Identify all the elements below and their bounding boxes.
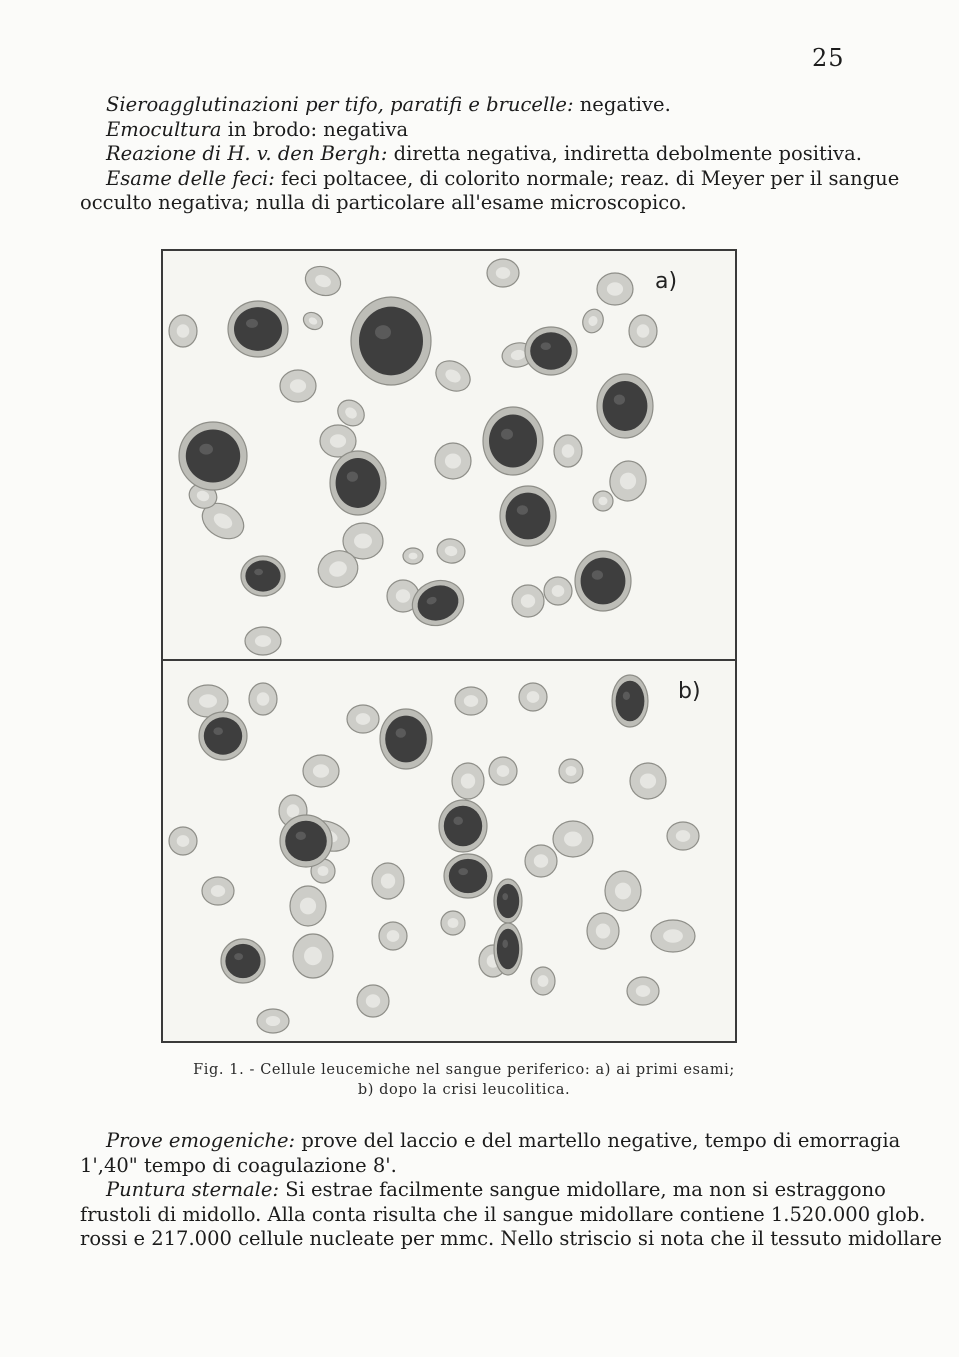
text-line (106, 166, 900, 192)
line-lead: Sieroagglutinazioni per tifo, paratifi e brucelle: (106, 93, 574, 116)
line-lead: Reazione di H. v. den Bergh: (106, 142, 388, 165)
page-number: 25 (812, 44, 845, 72)
white-blood-cell (228, 301, 288, 357)
figure-panel-a (163, 251, 735, 661)
red-blood-cell (587, 913, 619, 949)
red-blood-cell (290, 886, 326, 926)
white-blood-cell (494, 879, 522, 923)
red-blood-cell (605, 871, 641, 911)
red-blood-cell (435, 537, 467, 565)
red-blood-cell (169, 827, 197, 855)
red-blood-cell (667, 822, 699, 850)
red-blood-cell (519, 683, 547, 711)
red-blood-cell (372, 863, 404, 899)
red-blood-cell (257, 1009, 289, 1033)
white-blood-cell (406, 573, 470, 632)
line-lead: Esame delle feci: (106, 166, 275, 190)
line-lead: Emocultura (106, 117, 222, 141)
panel-a-label: a) (655, 269, 678, 294)
red-blood-cell (452, 763, 484, 799)
panel-a-illustration (163, 251, 735, 659)
top-text-block (80, 93, 900, 216)
red-blood-cell (300, 309, 325, 333)
red-blood-cell (554, 435, 582, 467)
red-blood-cell (607, 458, 649, 504)
line-text: diretta negativa, indiretta debolmente positiva. (387, 142, 862, 165)
red-blood-cell (293, 934, 333, 978)
red-blood-cell (544, 577, 572, 605)
red-blood-cell (630, 763, 666, 799)
red-blood-cell (357, 985, 389, 1017)
red-blood-cell (303, 755, 339, 787)
white-blood-cell (280, 815, 332, 867)
white-blood-cell (494, 923, 522, 975)
line-text: prove del laccio e del martello negative, tempo di emorragia (295, 1129, 901, 1152)
text-line: occulto negativa; nulla di particolare all'esame microscopico. (80, 191, 687, 214)
red-blood-cell (441, 911, 465, 935)
white-blood-cell (351, 297, 431, 385)
red-blood-cell (559, 759, 583, 783)
line-text: negative. (573, 93, 671, 116)
text-line: frustoli di midollo. Alla conta risulta che il sangue midollare contiene 1.520.000 glob. (80, 1202, 926, 1226)
red-blood-cell (379, 922, 407, 950)
white-blood-cell (525, 327, 577, 375)
figure-caption (106, 1060, 822, 1100)
panel-b-illustration (163, 661, 735, 1041)
red-blood-cell (651, 920, 695, 952)
red-blood-cell (489, 757, 517, 785)
red-blood-cell (525, 845, 557, 877)
red-blood-cell (202, 877, 234, 905)
white-blood-cell (439, 800, 487, 852)
line-text: in brodo: negativa (221, 117, 409, 141)
bottom-text-block (80, 1129, 942, 1252)
red-blood-cell (531, 967, 555, 995)
red-blood-cell (597, 273, 633, 305)
red-blood-cell (435, 443, 471, 479)
white-blood-cell (500, 486, 556, 546)
white-blood-cell (597, 374, 653, 438)
red-blood-cell (430, 355, 475, 397)
red-blood-cell (487, 259, 519, 287)
red-blood-cell (169, 315, 197, 347)
red-blood-cell (627, 977, 659, 1005)
figure-panel-b (163, 661, 735, 1041)
red-blood-cell (512, 585, 544, 617)
white-blood-cell (241, 556, 285, 596)
white-blood-cell (380, 709, 432, 769)
blood-smear-figure (161, 249, 737, 1043)
text-line (106, 1178, 886, 1203)
white-blood-cell (483, 407, 543, 475)
text-line: 1',40" tempo di coagulazione 8'. (80, 1153, 397, 1177)
red-blood-cell (249, 683, 277, 715)
white-blood-cell (612, 675, 648, 727)
white-blood-cell (444, 854, 492, 898)
white-blood-cell (575, 551, 631, 611)
line-lead: Puntura sternale: (106, 1178, 280, 1201)
caption-line: b) dopo la crisi leucolitica. (357, 1082, 571, 1098)
text-line (106, 118, 822, 143)
text-line (106, 142, 862, 167)
red-blood-cell (553, 821, 593, 857)
line-lead: Prove emogeniche: (106, 1129, 296, 1152)
text-line (106, 1129, 901, 1154)
white-blood-cell (330, 451, 386, 515)
white-blood-cell (199, 712, 247, 760)
white-blood-cell (179, 422, 247, 490)
caption-line: Fig. 1. - Cellule leucemiche nel sangue periferico: a) ai primi esami; (193, 1062, 735, 1078)
line-text: feci poltacee, di colorito normale; reaz. di Meyer per il sangue (274, 166, 900, 190)
red-blood-cell (403, 548, 423, 564)
red-blood-cell (455, 687, 487, 715)
white-blood-cell (221, 939, 265, 983)
red-blood-cell (280, 370, 316, 402)
red-blood-cell (301, 262, 344, 301)
red-blood-cell (579, 306, 606, 335)
panel-b-label: b) (678, 679, 701, 704)
text-line (106, 93, 822, 118)
red-blood-cell (593, 491, 613, 511)
red-blood-cell (245, 627, 281, 655)
line-text: Si estrae facilmente sangue midollare, ma non si estraggono (279, 1178, 886, 1201)
red-blood-cell (629, 315, 657, 347)
red-blood-cell (347, 705, 379, 733)
text-line: rossi e 217.000 cellule nucleate per mmc. Nello striscio si nota che il tessuto midollare (80, 1227, 942, 1250)
